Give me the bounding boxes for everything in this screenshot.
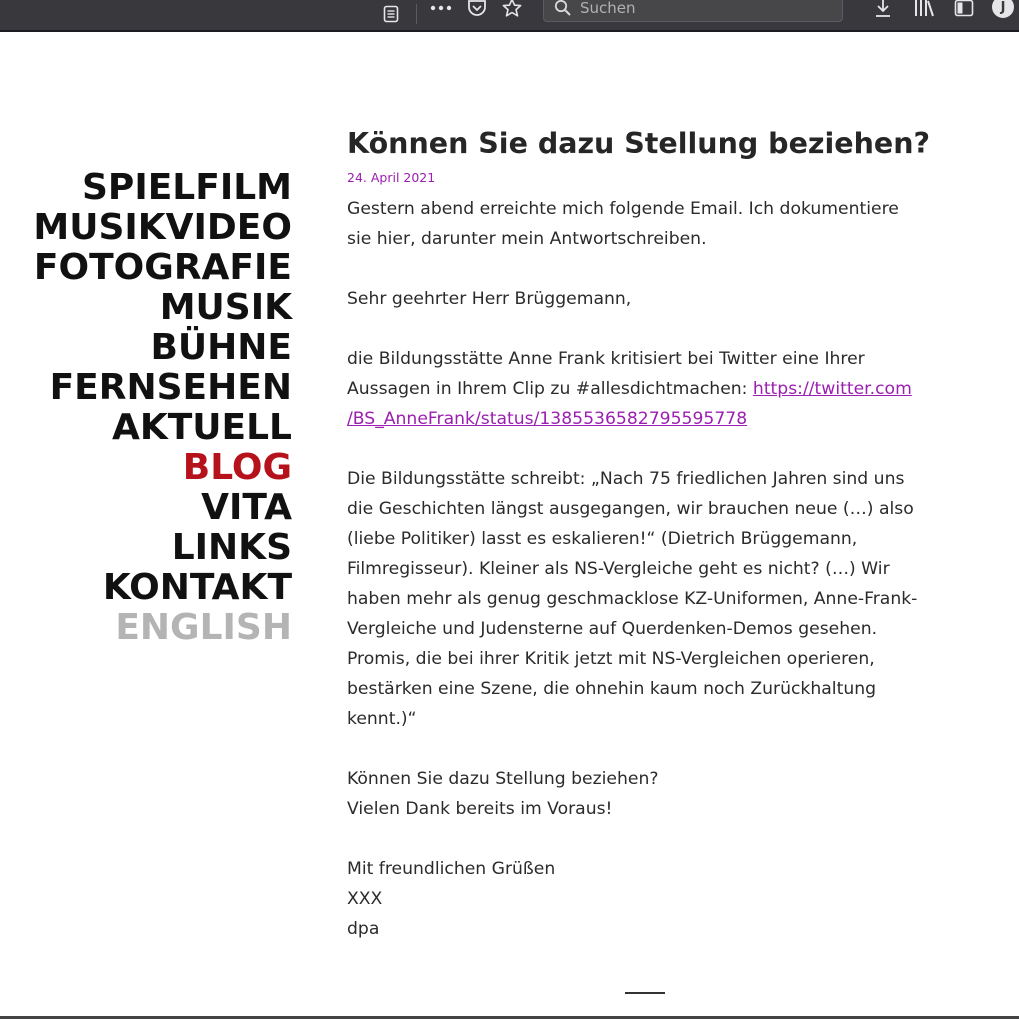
intro-paragraph [347, 194, 947, 254]
downloads-icon[interactable] [871, 0, 895, 20]
quote-line: Promis, die bei ihrer Kritik jetzt mit NS-Vergleichen operieren, [347, 649, 875, 669]
quote-line: Vergleiche und Judensterne auf Querdenken-Demos gesehen. [347, 619, 878, 639]
post-title[interactable]: Können Sie dazu Stellung beziehen? [347, 127, 931, 160]
twitter-line-2: Aussagen in Ihrem Clip zu #allesdichtmachen: [347, 379, 753, 399]
closing-line: Mit freundlichen Grüßen [347, 859, 556, 879]
browser-toolbar [0, 0, 1019, 32]
question-paragraph [347, 764, 947, 824]
quote-line: kennt.)“ [347, 709, 417, 729]
reader-view-icon[interactable] [379, 2, 403, 26]
nav-item-buehne[interactable]: BÜHNE [150, 327, 292, 368]
nav-item-fernsehen[interactable]: FERNSEHEN [49, 367, 292, 408]
sidebar-icon[interactable] [952, 0, 976, 20]
quote-line: bestärken eine Szene, die ohnehin kaum noch Zurückhaltung [347, 679, 877, 699]
search-input[interactable] [580, 0, 820, 17]
sender-name: XXX [347, 889, 383, 909]
question-line: Können Sie dazu Stellung beziehen? [347, 769, 659, 789]
quote-paragraph [347, 464, 947, 734]
twitter-link-part-1[interactable]: https://twitter.com [752, 379, 912, 399]
nav-item-musikvideo[interactable]: MUSIKVIDEO [33, 207, 292, 248]
library-icon[interactable] [912, 0, 936, 20]
pocket-icon[interactable] [465, 0, 489, 20]
nav-item-spielfilm[interactable]: SPIELFILM [82, 167, 292, 208]
bookmark-star-icon[interactable] [500, 0, 524, 20]
blog-post [347, 122, 947, 944]
post-body [347, 194, 947, 944]
quote-line: Die Bildungsstätte schreibt: „Nach 75 friedlichen Jahren sind uns [347, 469, 905, 489]
twitter-line-1: die Bildungsstätte Anne Frank kritisiert bei Twitter eine Ihrer [347, 349, 865, 369]
nav-item-vita[interactable]: VITA [201, 487, 292, 528]
search-icon [554, 0, 574, 17]
post-date[interactable]: 24. April 2021 [347, 170, 436, 185]
nav-item-aktuell[interactable]: AKTUELL [111, 407, 292, 448]
nav-item-musik[interactable]: MUSIK [159, 287, 292, 328]
nav-item-blog[interactable]: BLOG [182, 447, 292, 488]
signature-block [347, 854, 947, 944]
quote-line: (liebe Politiker) lasst es eskalieren!“ (Dietrich Brüggemann, [347, 529, 858, 549]
intro-line-1: Gestern abend erreichte mich folgende Email. Ich dokumentiere [347, 199, 899, 219]
quote-line: Filmregisseur). Kleiner als NS-Vergleiche geht es nicht? (…) Wir [347, 559, 890, 579]
search-bar[interactable] [543, 0, 843, 22]
nav-item-links[interactable]: LINKS [171, 527, 292, 568]
main-navigation [0, 168, 292, 648]
quote-line: haben mehr als genug geschmacklose KZ-Uniformen, Anne-Frank- [347, 589, 918, 609]
intro-line-2: sie hier, darunter mein Antwortschreiben. [347, 229, 707, 249]
account-icon[interactable]: J [992, 0, 1014, 18]
nav-item-fotografie[interactable]: FOTOGRAFIE [33, 247, 292, 288]
content-divider [625, 992, 665, 994]
more-actions-icon[interactable] [429, 0, 453, 20]
sender-agency: dpa [347, 919, 380, 939]
nav-item-english[interactable]: ENGLISH [115, 607, 292, 648]
twitter-link-part-2[interactable]: /BS_AnneFrank/status/1385536582795595778 [347, 409, 748, 429]
twitter-paragraph [347, 344, 947, 434]
quote-line: die Geschichten längst ausgegangen, wir brauchen neue (…) also [347, 499, 914, 519]
salutation: Sehr geehrter Herr Brüggemann, [347, 289, 632, 309]
nav-item-kontakt[interactable]: KONTAKT [102, 567, 292, 608]
toolbar-separator [416, 4, 417, 24]
thanks-line: Vielen Dank bereits im Voraus! [347, 799, 613, 819]
